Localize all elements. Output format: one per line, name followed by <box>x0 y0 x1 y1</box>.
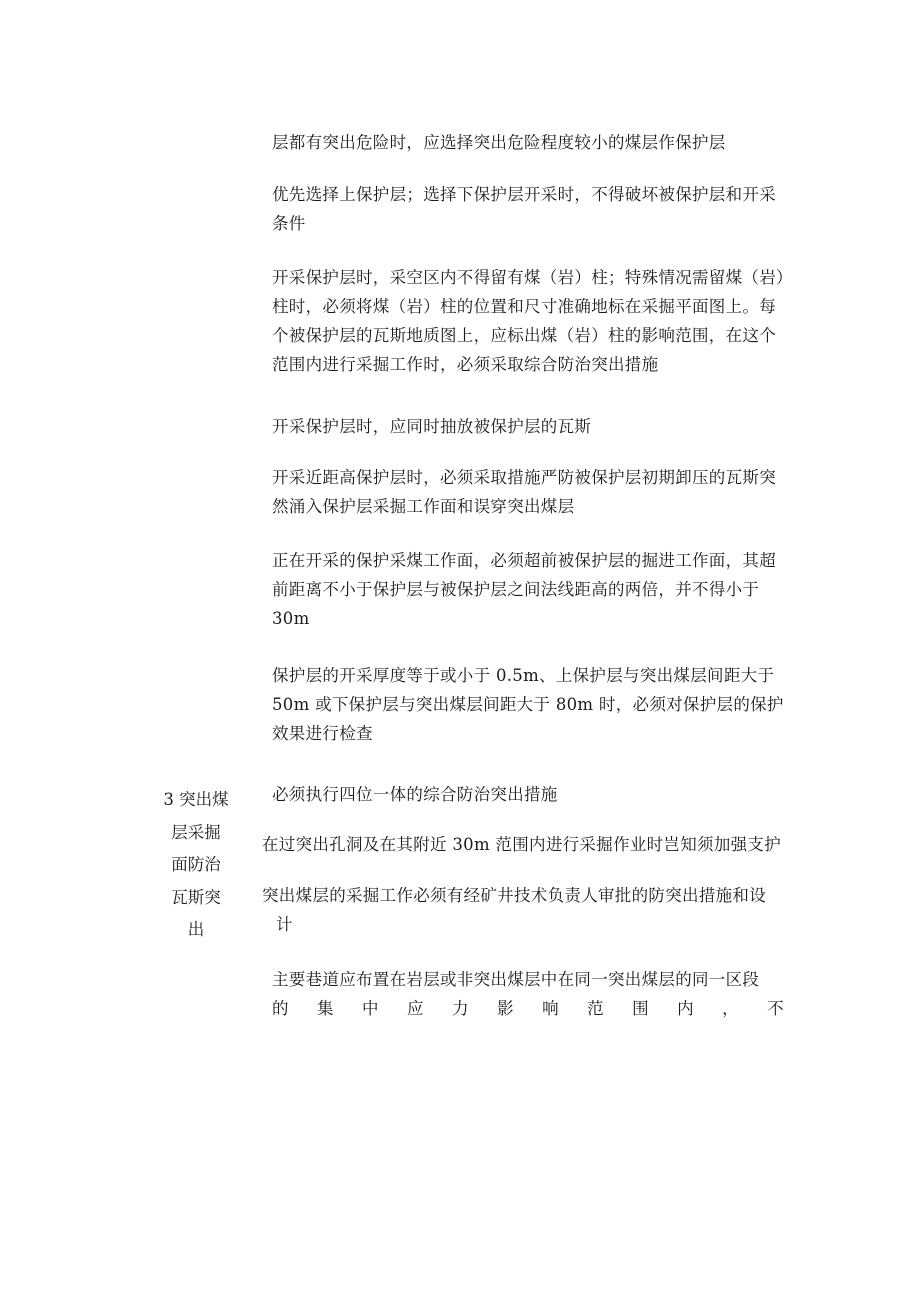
section-label-line: 出 <box>187 920 205 939</box>
paragraph-protective-layer-selection <box>272 128 784 157</box>
char: 影 <box>497 999 514 1018</box>
text-line: 个被保护层的瓦斯地质图上，应标出煤（岩）柱的影响范围，在这个 <box>272 326 776 345</box>
text-line: 柱时，必须将煤（岩）柱的位置和尺寸准确地标在采掘平面图上。每 <box>272 297 776 316</box>
text-line: 开采保护层时，采空区内不得留有煤（岩）柱；特殊情况需留煤（岩） <box>272 268 793 287</box>
paragraph-gas-drainage <box>272 412 784 441</box>
paragraph-close-distance-mining <box>272 463 784 521</box>
char: 力 <box>452 999 469 1018</box>
text-line: 50m 或下保护层与突出煤层间距大于 80m 时，必须对保护层的保护 <box>272 695 784 714</box>
char: 应 <box>407 999 424 1018</box>
section-label-line: 瓦斯突 <box>171 887 221 907</box>
char: 中 <box>362 999 379 1018</box>
paragraph-advance-distance <box>272 546 784 633</box>
text-line: 主要巷道应布置在岩层或非突出煤层中在同一突出煤层的同一区段 <box>272 970 760 989</box>
text-line: 在过突出孔洞及在其附近 30m 范围内进行采掘作业时岂知须加强支护 <box>262 835 782 854</box>
section-label <box>158 784 234 947</box>
text-line: 必须执行四位一体的综合防治突出措施 <box>272 785 558 804</box>
text-line: 优先选择上保护层；选择下保护层开采时，不得破坏被保护层和开采 <box>272 185 776 204</box>
paragraph-four-in-one-measures <box>272 780 784 809</box>
paragraph-upper-protective-layer <box>272 180 784 238</box>
text-line: 计 <box>276 915 293 934</box>
text-line: 前距离不小于保护层与被保护层之间法线距高的两倍，并不得小于 <box>272 580 760 599</box>
text-line: 开采保护层时，应同时抽放被保护层的瓦斯 <box>272 417 592 436</box>
text-line: 效果进行检查 <box>272 724 373 743</box>
char: 不 <box>767 999 784 1018</box>
section-label-line: 层采掘 <box>171 822 221 842</box>
section-label-line: 3 突出煤 <box>163 790 229 809</box>
paragraph-coal-pillar <box>272 263 793 379</box>
text-line: 范围内进行采掘工作时，必须采取综合防治突出措施 <box>272 355 659 374</box>
text-line: 保护层的开采厚度等于或小于 0.5m、上保护层与突出煤层间距大于 <box>272 666 775 685</box>
text-line: 开采近距高保护层时，必须采取措施严防被保护层初期卸压的瓦斯突 <box>272 468 776 487</box>
justified-text-line <box>272 994 784 1023</box>
char: 集 <box>317 999 334 1018</box>
char: 内 <box>677 999 694 1018</box>
char: 围 <box>632 999 649 1018</box>
paragraph-approval-requirement <box>262 881 784 939</box>
char: ， <box>722 999 739 1018</box>
text-line: 然涌入保护层采掘工作面和误穿突出煤层 <box>272 497 575 516</box>
text-line: 正在开采的保护采煤工作面，必须超前被保护层的掘进工作面，其超 <box>272 551 776 570</box>
paragraph-protection-check <box>272 661 784 748</box>
char: 的 <box>272 999 289 1018</box>
text-line: 条件 <box>272 214 306 233</box>
paragraph-main-roadway <box>272 965 784 1023</box>
char: 响 <box>542 999 559 1018</box>
text-line: 突出煤层的采掘工作必须有经矿井技术负责人审批的防突出措施和设 <box>262 886 766 905</box>
text-line: 层都有突出危险时，应选择突出危险程度较小的煤层作保护层 <box>272 133 726 152</box>
text-line: 30m <box>272 609 310 628</box>
paragraph-outburst-hole-support <box>262 830 784 859</box>
char: 范 <box>587 999 604 1018</box>
section-label-line: 面防治 <box>171 855 221 874</box>
